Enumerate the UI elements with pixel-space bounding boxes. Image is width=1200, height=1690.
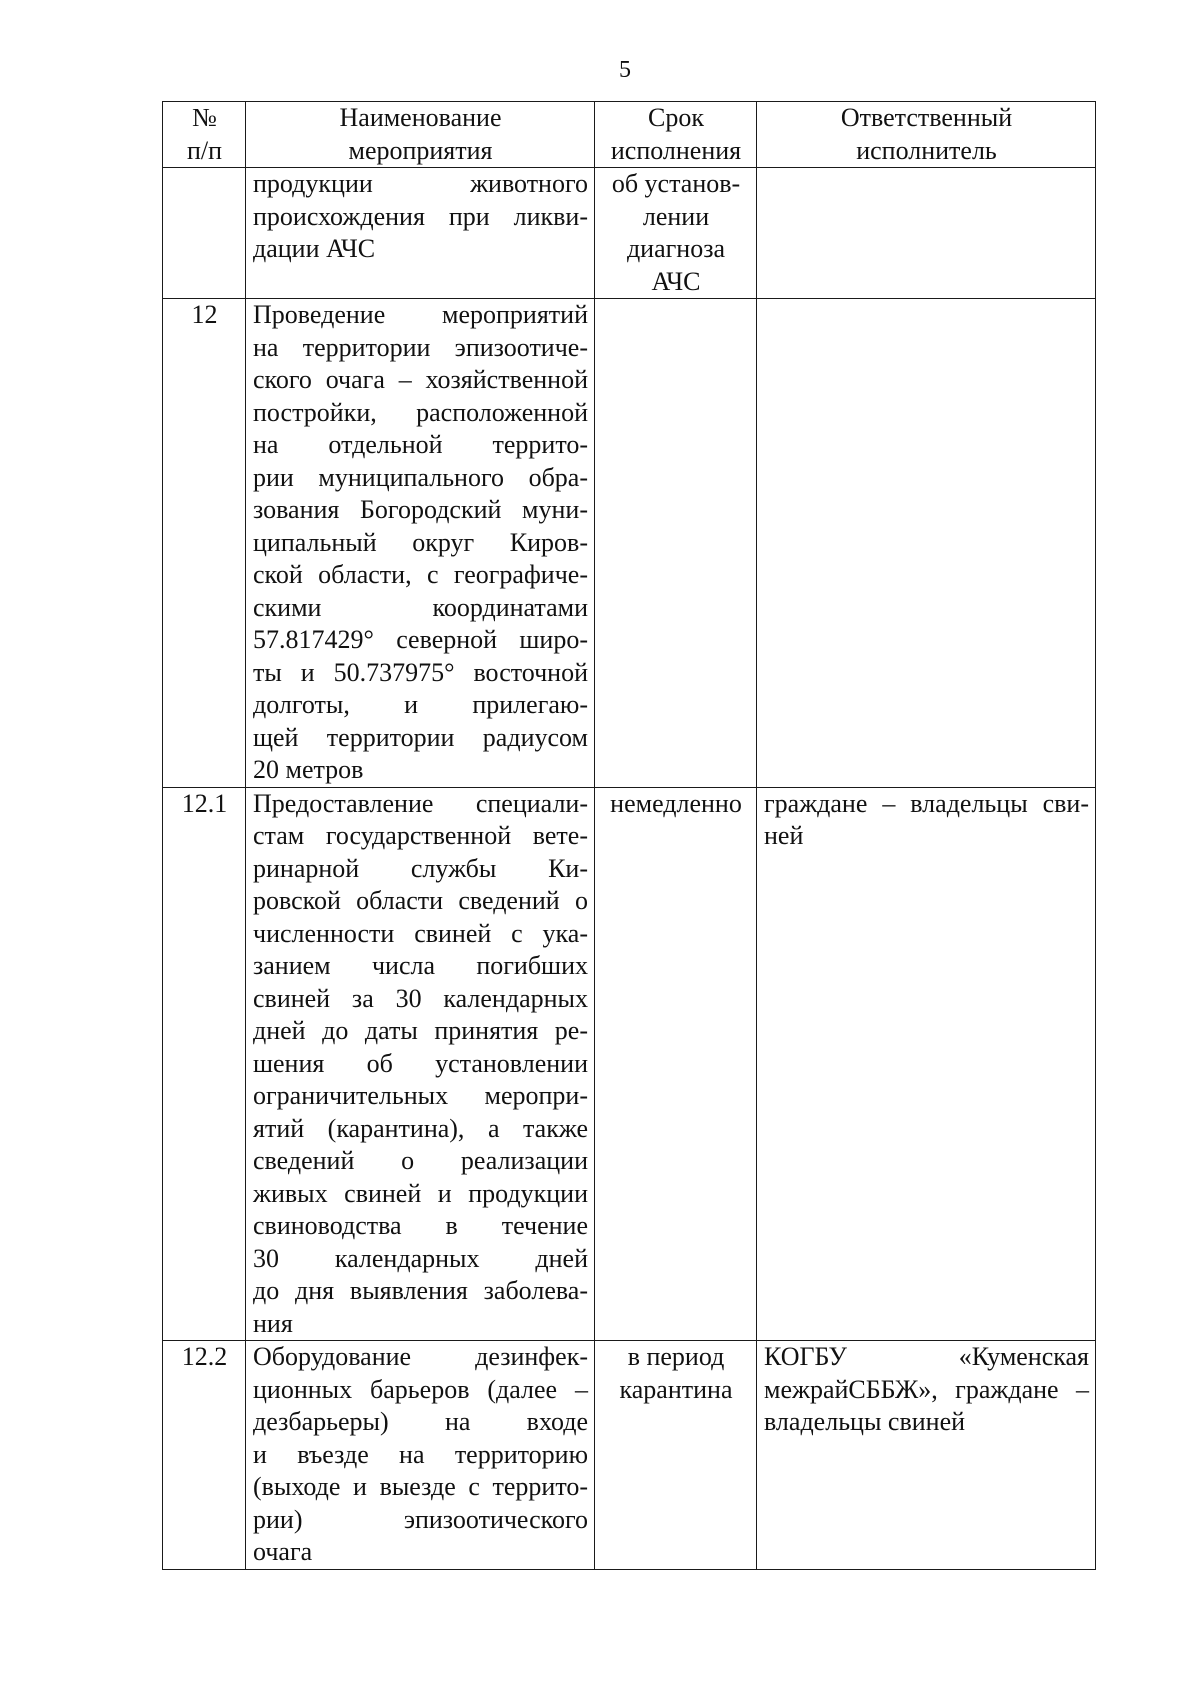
responsible-line: межрайСББЖ», граждане – — [764, 1374, 1089, 1404]
deadline-line: немедленно — [610, 788, 742, 818]
row-number-cell — [163, 299, 246, 788]
responsible-cell — [757, 787, 1096, 1341]
measure-name-cell — [246, 168, 595, 299]
measure-name-line: 30 календарных дней — [253, 1243, 588, 1273]
measure-name-line: дезбарьеры) на входе — [253, 1407, 588, 1436]
header-measure-name — [246, 102, 595, 168]
header-deadline — [595, 102, 757, 168]
measure-name-cell — [246, 299, 595, 788]
header-number — [163, 102, 246, 168]
measure-name-line: очага — [253, 1537, 313, 1566]
page-number: 5 — [619, 57, 631, 83]
table-row — [163, 787, 1096, 1341]
responsible-line: ней — [764, 821, 804, 850]
responsible-cell — [757, 1341, 1096, 1570]
measure-name-line: скими координатами — [253, 592, 588, 622]
measure-name-line: ограничительных меропри- — [253, 1081, 588, 1110]
deadline-line: в период — [627, 1342, 725, 1371]
measure-name-line: стам государственной вете- — [253, 821, 588, 850]
measure-name-line: ринарной службы Ки- — [253, 853, 588, 883]
header-number-line-2: п/п — [186, 135, 223, 165]
measure-name-cell — [246, 787, 595, 1341]
row-number-cell — [163, 1341, 246, 1570]
measure-name-line: 57.817429° северной широ- — [253, 625, 588, 654]
header-term-line-1: Срок — [648, 103, 704, 132]
header-responsible-line-1: Ответственный — [840, 103, 1013, 132]
row-number-cell — [163, 168, 246, 299]
measure-name-line: дней до даты принятия ре- — [253, 1016, 588, 1045]
table-row — [163, 299, 1096, 788]
header-term-line-2: исполнения — [610, 135, 742, 165]
measure-name-line: Предоставление специали- — [253, 788, 588, 818]
measure-name-line: рии муниципального обра- — [253, 462, 588, 492]
measure-name-line: и въезде на территорию — [253, 1439, 588, 1469]
deadline-cell — [595, 299, 757, 788]
row-number: 12 — [191, 300, 218, 329]
row-number: 12.1 — [181, 788, 228, 818]
measure-name-line: ципальный округ Киров- — [253, 527, 588, 557]
table-row — [163, 168, 1096, 299]
measure-name-line: шения об установлении — [253, 1048, 588, 1078]
table-header-row — [163, 102, 1096, 168]
measure-name-line: занием числа погибших — [253, 951, 588, 980]
measure-name-line: на отдельной террито- — [253, 430, 588, 459]
deadline-line: АЧС — [651, 266, 701, 296]
header-responsible — [757, 102, 1096, 168]
measure-name-line: живых свиней и продукции — [253, 1178, 588, 1208]
measure-name-line: ятий (карантина), а также — [253, 1113, 588, 1143]
measure-name-line: продукции животного — [253, 169, 588, 198]
measure-name-line: (выходе и выезде с террито- — [253, 1472, 588, 1501]
deadline-line: карантина — [619, 1374, 733, 1404]
header-number-line-1: № — [192, 103, 217, 132]
measure-name-line: на территории эпизоотиче- — [253, 332, 588, 362]
measure-name-line: ровской области сведений о — [253, 886, 588, 915]
header-name-line-2: мероприятия — [348, 135, 493, 165]
header-responsible-line-2: исполнитель — [856, 135, 997, 165]
deadline-cell — [595, 168, 757, 299]
measure-name-line: рии) эпизоотического — [253, 1504, 588, 1534]
measure-name-line: ты и 50.737975° восточной — [253, 657, 588, 687]
responsible-line: владельцы свиней — [764, 1407, 966, 1436]
deadline-cell — [595, 787, 757, 1341]
header-name-line-1: Наименование — [339, 103, 502, 132]
deadline-cell — [595, 1341, 757, 1570]
deadline-line: диагноза — [626, 234, 726, 263]
measure-name-line: дации АЧС — [253, 234, 376, 263]
measure-name-line: ского очага – хозяйственной — [253, 365, 588, 394]
measure-name-cell — [246, 1341, 595, 1570]
measure-name-line: долготы, и прилегаю- — [253, 690, 588, 719]
measure-name-line: ционных барьеров (далее – — [253, 1374, 588, 1404]
measure-name-line: происхождения при ликви- — [253, 201, 588, 231]
measures-table — [162, 101, 1096, 1570]
row-number-cell — [163, 787, 246, 1341]
measure-name-line: 20 метров — [253, 755, 364, 784]
deadline-line: лении — [642, 201, 710, 231]
measure-name-line: ской области, с географиче- — [253, 560, 588, 589]
measure-name-line: ния — [253, 1308, 293, 1338]
responsible-cell — [757, 168, 1096, 299]
measure-name-line: численности свиней с ука- — [253, 918, 588, 948]
measure-name-line: сведений о реализации — [253, 1146, 588, 1175]
measure-name-line: постройки, расположенной — [253, 397, 588, 427]
row-number: 12.2 — [181, 1342, 228, 1371]
measure-name-line: свиней за 30 календарных — [253, 983, 588, 1013]
responsible-cell — [757, 299, 1096, 788]
measure-name-line: до дня выявления заболева- — [253, 1276, 588, 1305]
measure-name-line: Проведение мероприятий — [253, 300, 588, 329]
deadline-line: об установ- — [611, 169, 741, 198]
measure-name-line: Оборудование дезинфек- — [253, 1342, 588, 1371]
measure-name-line: щей территории радиусом — [253, 722, 588, 752]
responsible-line: КОГБУ «Куменская — [764, 1342, 1089, 1371]
table-row — [163, 1341, 1096, 1570]
measure-name-line: свиноводства в течение — [253, 1211, 588, 1240]
responsible-line: граждане – владельцы сви- — [764, 788, 1089, 818]
table-body — [163, 168, 1096, 1570]
measure-name-line: зования Богородский муни- — [253, 495, 588, 524]
